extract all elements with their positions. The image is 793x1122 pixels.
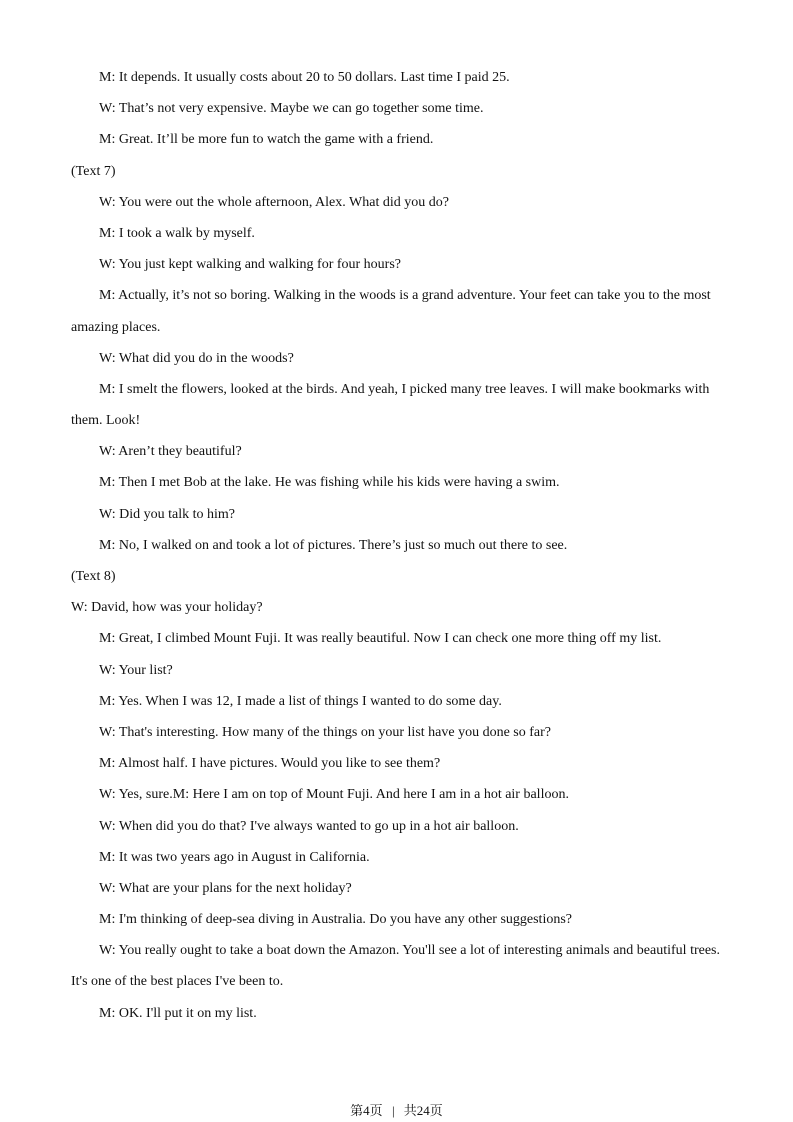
page-number-total: 共24页: [403, 1103, 443, 1118]
text-line: M: Almost half. I have pictures. Would you like to see them?: [99, 756, 441, 772]
text-line: W: That's interesting. How many of the things on your list have you done so far?: [99, 724, 551, 740]
text-line: W: You were out the whole afternoon, Alex. What did you do?: [99, 194, 449, 210]
text-line: M: Great, I climbed Mount Fuji. It was really beautiful. Now I can check one more thing off my list.: [99, 631, 662, 647]
text-line: amazing places.: [71, 319, 161, 335]
text-line: them. Look!: [71, 413, 141, 429]
section-label: (Text 7): [71, 163, 116, 179]
text-line: M: No, I walked on and took a lot of pictures. There’s just so much out there to see.: [99, 537, 568, 553]
text-line: M: It was two years ago in August in California.: [99, 849, 370, 865]
text-line: M: I took a walk by myself.: [99, 225, 255, 241]
text-line: W: When did you do that? I've always wanted to go up in a hot air balloon.: [99, 818, 519, 834]
text-line: W: Did you talk to him?: [99, 506, 235, 522]
text-line: M: Actually, it’s not so boring. Walking in the woods is a grand adventure. Your feet can take you to the most: [99, 288, 711, 304]
text-line: M: OK. I'll put it on my list.: [99, 1005, 257, 1021]
text-line: M: I smelt the flowers, looked at the birds. And yeah, I picked many tree leaves. I will make bookmarks with: [99, 381, 710, 397]
page-footer: [0, 1103, 793, 1119]
text-line: W: David, how was your holiday?: [71, 600, 263, 616]
section-label: (Text 8): [71, 569, 116, 584]
page-number-separator: |: [391, 1103, 395, 1118]
text-line: M: I'm thinking of deep-sea diving in Australia. Do you have any other suggestions?: [99, 912, 572, 928]
text-line: W: You just kept walking and walking for four hours?: [99, 257, 401, 273]
text-line: M: Then I met Bob at the lake. He was fishing while his kids were having a swim.: [99, 475, 560, 491]
text-line: M: It depends. It usually costs about 20 to 50 dollars. Last time I paid 25.: [99, 70, 510, 85]
text-line: W: That’s not very expensive. Maybe we can go together some time.: [99, 101, 484, 117]
text-line: It's one of the best places I've been to.: [71, 974, 284, 990]
text-line: W: You really ought to take a boat down the Amazon. You'll see a lot of interesting animals and beautiful trees.: [99, 943, 720, 959]
text-line: W: What are your plans for the next holiday?: [99, 880, 352, 896]
document-body: [71, 62, 731, 1029]
text-line: W: What did you do in the woods?: [99, 350, 294, 366]
page-number-current: 第4页: [350, 1103, 383, 1118]
text-line: W: Yes, sure.M: Here I am on top of Mount Fuji. And here I am in a hot air balloon.: [99, 787, 569, 803]
text-line: M: Great. It’ll be more fun to watch the game with a friend.: [99, 132, 434, 148]
text-line: W: Your list?: [99, 662, 173, 678]
text-line: M: Yes. When I was 12, I made a list of things I wanted to do some day.: [99, 693, 502, 709]
text-line: W: Aren’t they beautiful?: [99, 444, 242, 460]
